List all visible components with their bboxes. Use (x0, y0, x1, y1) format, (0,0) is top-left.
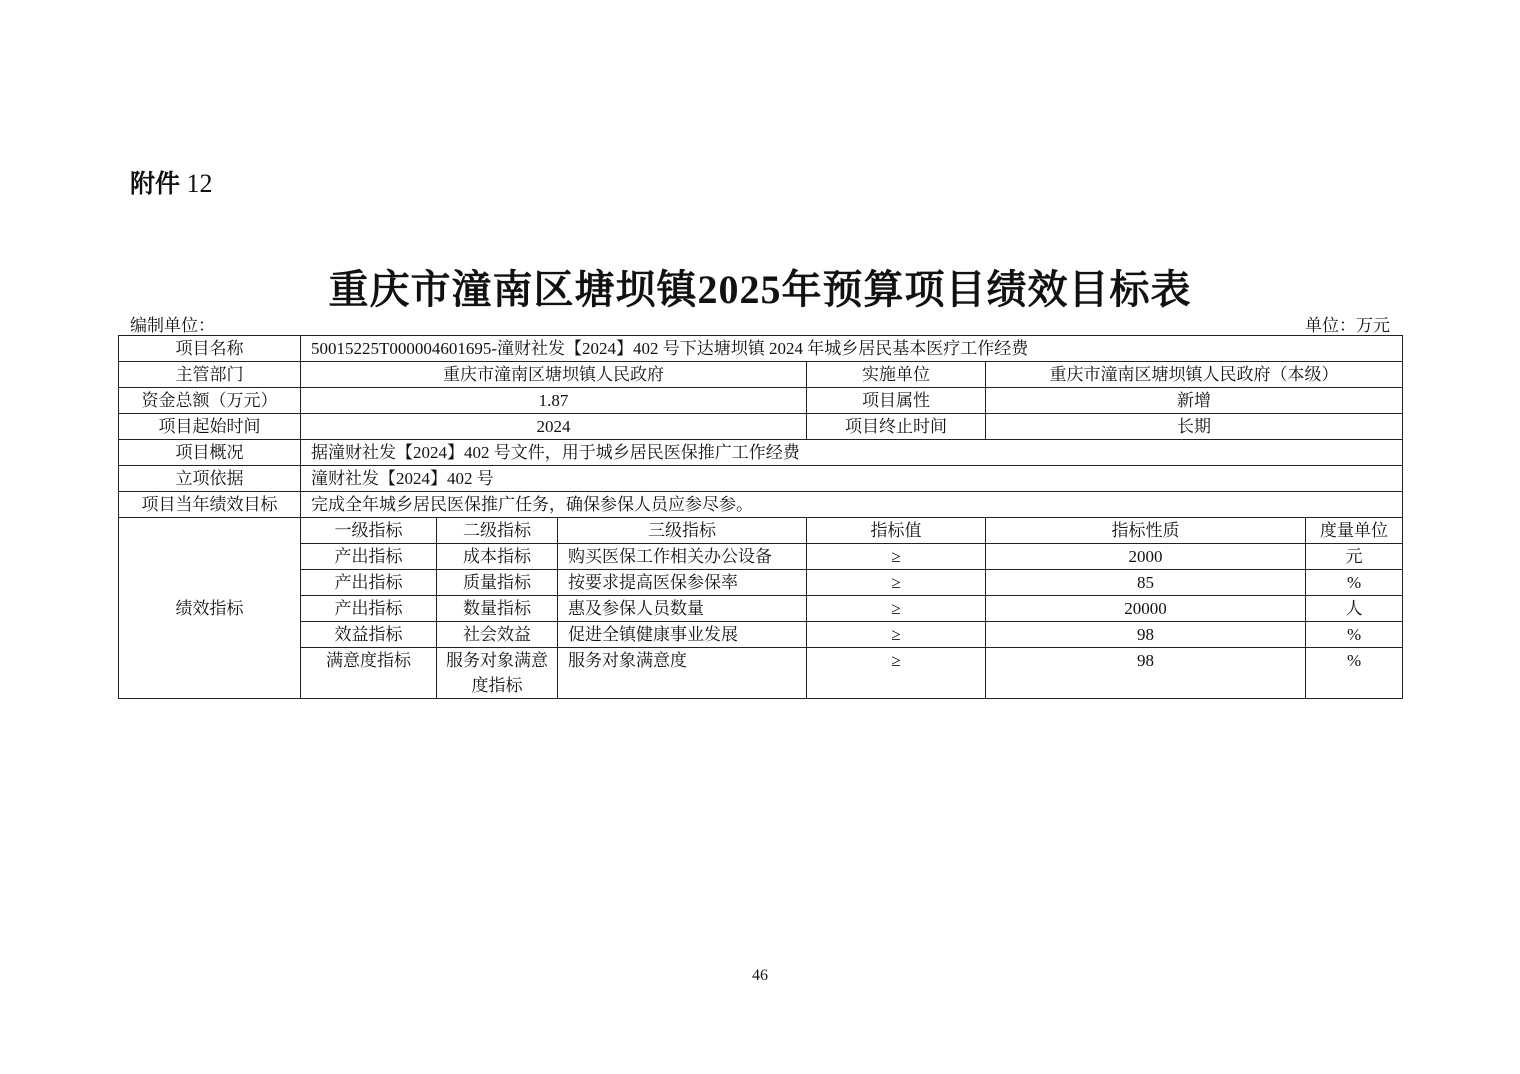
row-unit: 人 (1306, 596, 1403, 622)
overview-value: 据潼财社发【2024】402 号文件，用于城乡居民医保推广工作经费 (301, 440, 1403, 466)
compiler-label: 编制单位： (130, 316, 215, 335)
attachment-word: 附件 (130, 169, 181, 198)
row-level1: 满意度指标 (301, 648, 437, 699)
table-row (119, 492, 1403, 518)
row-comparator: ≥ (807, 570, 986, 596)
row-level3: 惠及参保人员数量 (558, 596, 807, 622)
row-comparator: ≥ (807, 648, 986, 699)
row-unit: 元 (1306, 544, 1403, 570)
header-unit: 度量单位 (1306, 518, 1403, 544)
attachment-number: 12 (186, 169, 213, 198)
table-row (119, 336, 1403, 362)
dept-value: 重庆市潼南区塘坝镇人民政府 (301, 362, 807, 388)
header-level2: 二级指标 (437, 518, 558, 544)
basis-value: 潼财社发【2024】402 号 (301, 466, 1403, 492)
impl-label: 实施单位 (807, 362, 986, 388)
row-value: 98 (986, 622, 1306, 648)
row-unit: % (1306, 570, 1403, 596)
table-row (119, 388, 1403, 414)
header-value: 指标值 (807, 518, 986, 544)
row-level2: 质量指标 (437, 570, 558, 596)
goal-value: 完成全年城乡居民医保推广任务，确保参保人员应参尽参。 (301, 492, 1403, 518)
impl-value: 重庆市潼南区塘坝镇人民政府（本级） (986, 362, 1403, 388)
row-level2: 数量指标 (437, 596, 558, 622)
row-value: 20000 (986, 596, 1306, 622)
table-row (119, 440, 1403, 466)
attr-value: 新增 (986, 388, 1403, 414)
end-label: 项目终止时间 (807, 414, 986, 440)
performance-table (118, 335, 1403, 699)
end-value: 长期 (986, 414, 1403, 440)
row-value: 98 (986, 648, 1306, 699)
row-comparator: ≥ (807, 596, 986, 622)
attr-label: 项目属性 (807, 388, 986, 414)
unit-label: 单位：万元 (1305, 316, 1390, 335)
table-row (119, 596, 1403, 622)
basis-label: 立项依据 (119, 466, 301, 492)
row-comparator: ≥ (807, 544, 986, 570)
row-level2: 服务对象满意度指标 (437, 648, 558, 699)
header-level3: 三级指标 (558, 518, 807, 544)
row-level2: 成本指标 (437, 544, 558, 570)
table-row (119, 466, 1403, 492)
row-level3: 购买医保工作相关办公设备 (558, 544, 807, 570)
table-row (119, 570, 1403, 596)
table-row (119, 362, 1403, 388)
row-level1: 产出指标 (301, 544, 437, 570)
row-level1: 效益指标 (301, 622, 437, 648)
table-row (119, 622, 1403, 648)
overview-label: 项目概况 (119, 440, 301, 466)
document-title: 重庆市潼南区塘坝镇2025年预算项目绩效目标表 (328, 267, 1192, 312)
header-level1: 一级指标 (301, 518, 437, 544)
project-name-value: 50015225T000004601695-潼财社发【2024】402 号下达塘坝镇 2024 年城乡居民基本医疗工作经费 (301, 336, 1403, 362)
fund-label: 资金总额（万元） (119, 388, 301, 414)
header-nature: 指标性质 (986, 518, 1306, 544)
table-row (119, 414, 1403, 440)
row-level1: 产出指标 (301, 570, 437, 596)
row-level2: 社会效益 (437, 622, 558, 648)
row-level3: 促进全镇健康事业发展 (558, 622, 807, 648)
start-value: 2024 (301, 414, 807, 440)
row-value: 2000 (986, 544, 1306, 570)
goal-label: 项目当年绩效目标 (119, 492, 301, 518)
project-name-label: 项目名称 (119, 336, 301, 362)
table-row (119, 648, 1403, 699)
table-row (119, 518, 1403, 544)
row-level3: 服务对象满意度 (558, 648, 807, 699)
fund-value: 1.87 (301, 388, 807, 414)
dept-label: 主管部门 (119, 362, 301, 388)
row-comparator: ≥ (807, 622, 986, 648)
row-unit: % (1306, 622, 1403, 648)
page-number: 46 (752, 967, 768, 984)
attachment-label (130, 164, 213, 200)
row-level3: 按要求提高医保参保率 (558, 570, 807, 596)
start-label: 项目起始时间 (119, 414, 301, 440)
row-level1: 产出指标 (301, 596, 437, 622)
row-unit: % (1306, 648, 1403, 699)
table-row (119, 544, 1403, 570)
indicators-section-label: 绩效指标 (119, 518, 301, 699)
row-value: 85 (986, 570, 1306, 596)
